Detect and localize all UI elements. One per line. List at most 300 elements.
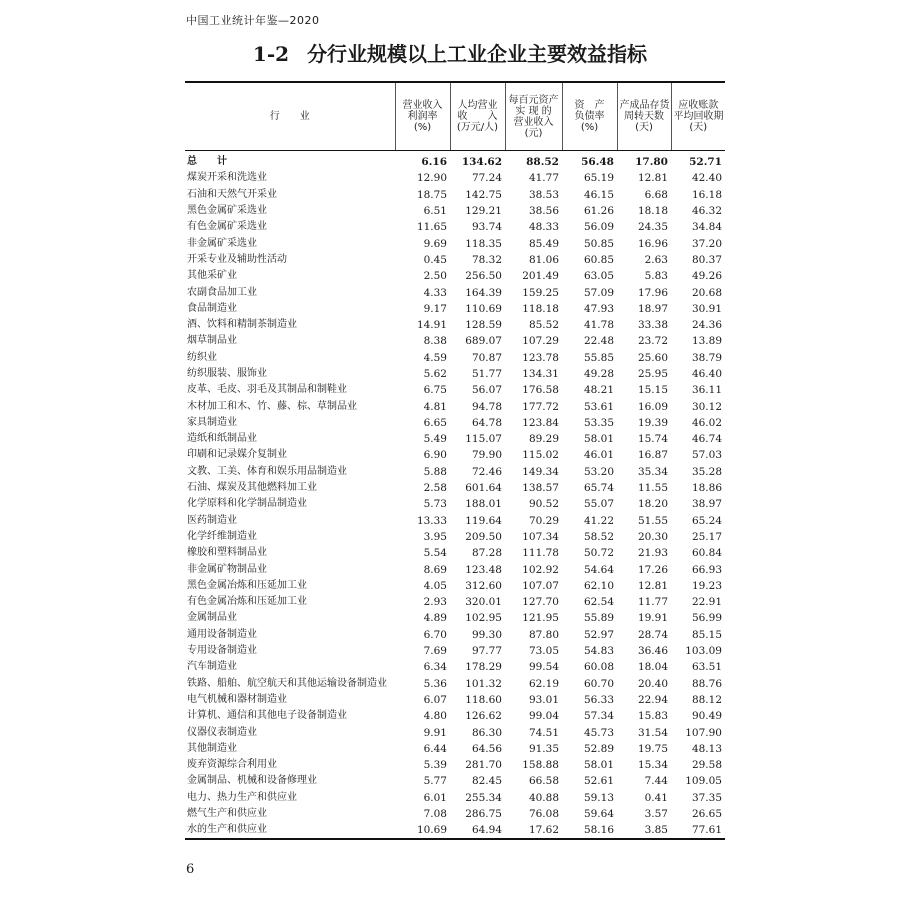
value-cell: 5.88 xyxy=(423,465,447,478)
table-row xyxy=(185,513,725,529)
value-cell: 61.26 xyxy=(583,205,614,218)
value-cell: 115.07 xyxy=(465,433,502,446)
value-cell: 2.93 xyxy=(423,596,447,609)
value-cell: 36.11 xyxy=(691,384,722,397)
value-cell: 142.75 xyxy=(465,188,502,201)
value-cell: 89.29 xyxy=(528,433,559,446)
value-cell: 129.21 xyxy=(465,205,502,218)
value-cell: 21.93 xyxy=(637,547,668,560)
header-line: (%) xyxy=(580,122,599,133)
value-cell: 178.29 xyxy=(465,661,502,674)
value-cell: 41.77 xyxy=(528,172,559,185)
value-cell: 16.96 xyxy=(637,237,668,250)
value-cell: 65.74 xyxy=(583,482,614,495)
value-cell: 6.01 xyxy=(423,791,447,804)
value-cell: 62.10 xyxy=(583,579,614,592)
value-cell: 159.25 xyxy=(522,286,559,299)
value-cell: 13.89 xyxy=(691,335,722,348)
header-revenue-per-100-assets xyxy=(505,82,562,151)
table-row xyxy=(185,627,725,643)
value-cell: 50.72 xyxy=(583,547,614,560)
value-cell: 18.18 xyxy=(637,205,668,218)
table-row xyxy=(185,708,725,724)
value-cell: 93.74 xyxy=(471,221,502,234)
value-cell: 60.08 xyxy=(583,661,614,674)
table-row xyxy=(185,659,725,675)
table-row xyxy=(185,415,725,431)
industry-name-cell: 纺织业 xyxy=(187,351,217,363)
value-cell: 4.05 xyxy=(423,579,447,592)
value-cell: 88.12 xyxy=(691,693,722,706)
value-cell: 0.41 xyxy=(644,791,668,804)
header-line: 收 入 xyxy=(457,111,498,122)
value-cell: 119.64 xyxy=(465,514,502,527)
value-cell: 55.85 xyxy=(583,351,614,364)
value-cell: 29.58 xyxy=(691,759,722,772)
value-cell: 81.06 xyxy=(528,253,559,266)
value-cell: 4.81 xyxy=(423,400,447,413)
industry-name-cell: 橡胶和塑料制品业 xyxy=(187,547,267,559)
value-cell: 5.49 xyxy=(423,433,447,446)
value-cell: 56.48 xyxy=(581,156,614,169)
table-row xyxy=(185,366,725,382)
value-cell: 16.09 xyxy=(637,400,668,413)
value-cell: 30.12 xyxy=(691,400,722,413)
page-title xyxy=(0,38,900,67)
value-cell: 45.73 xyxy=(583,726,614,739)
value-cell: 18.04 xyxy=(637,661,668,674)
value-cell: 15.34 xyxy=(637,759,668,772)
value-cell: 107.29 xyxy=(522,335,559,348)
value-cell: 41.78 xyxy=(583,319,614,332)
value-cell: 126.62 xyxy=(465,710,502,723)
table-row xyxy=(185,284,725,300)
header-line: (万元/人) xyxy=(456,122,499,133)
table-row xyxy=(185,790,725,806)
table-title-text: 分行业规模以上工业企业主要效益指标 xyxy=(307,42,648,66)
header-line: 实 现 的 xyxy=(515,105,552,117)
header-line: 周转天数 xyxy=(624,111,664,122)
header-line: 每百元资产 xyxy=(508,94,559,106)
value-cell: 70.29 xyxy=(528,514,559,527)
value-cell: 77.61 xyxy=(671,822,725,839)
value-cell: 123.78 xyxy=(522,351,559,364)
value-cell: 6.44 xyxy=(423,742,447,755)
table-row xyxy=(185,431,725,447)
value-cell: 6.75 xyxy=(423,384,447,397)
value-cell: 110.69 xyxy=(465,302,502,315)
value-cell: 12.90 xyxy=(416,172,447,185)
value-cell: 19.39 xyxy=(637,416,668,429)
value-cell: 18.75 xyxy=(416,188,447,201)
value-cell: 12.81 xyxy=(637,172,668,185)
value-cell: 35.34 xyxy=(637,465,668,478)
table-row xyxy=(185,545,725,561)
value-cell: 52.61 xyxy=(583,775,614,788)
value-cell: 55.89 xyxy=(583,612,614,625)
value-cell: 4.59 xyxy=(423,351,447,364)
industry-name-cell: 水的生产和供应业 xyxy=(185,822,395,839)
value-cell: 38.79 xyxy=(691,351,722,364)
table-row xyxy=(185,333,725,349)
value-cell: 58.16 xyxy=(562,822,617,839)
header-line: (天) xyxy=(689,122,708,133)
value-cell: 6.51 xyxy=(423,205,447,218)
value-cell: 118.18 xyxy=(522,302,559,315)
value-cell: 123.84 xyxy=(522,416,559,429)
value-cell: 138.57 xyxy=(522,482,559,495)
value-cell: 107.07 xyxy=(522,579,559,592)
industry-name-cell: 通用设备制造业 xyxy=(187,628,257,640)
value-cell: 46.74 xyxy=(691,433,722,446)
page-number: 6 xyxy=(186,862,195,877)
value-cell: 72.46 xyxy=(471,465,502,478)
value-cell: 66.93 xyxy=(691,563,722,576)
value-cell: 8.69 xyxy=(423,563,447,576)
header-line: (天) xyxy=(635,122,653,133)
value-cell: 49.26 xyxy=(691,270,722,283)
value-cell: 88.76 xyxy=(691,677,722,690)
header-revenue-per-capita xyxy=(450,82,505,151)
table-row xyxy=(185,692,725,708)
value-cell: 99.04 xyxy=(528,710,559,723)
value-cell: 118.35 xyxy=(465,237,502,250)
value-cell: 56.09 xyxy=(583,221,614,234)
value-cell: 5.39 xyxy=(423,759,447,772)
value-cell: 11.55 xyxy=(637,482,668,495)
value-cell: 123.48 xyxy=(465,563,502,576)
industry-name-cell: 金属制品、机械和设备修理业 xyxy=(187,775,317,787)
value-cell: 5.77 xyxy=(423,775,447,788)
value-cell: 9.91 xyxy=(423,726,447,739)
value-cell: 53.20 xyxy=(583,465,614,478)
value-cell: 14.91 xyxy=(416,319,447,332)
industry-name-cell: 铁路、船舶、航空航天和其他运输设备制造业 xyxy=(187,677,387,689)
value-cell: 25.95 xyxy=(637,368,668,380)
industry-name-cell: 石油和天然气开采业 xyxy=(187,188,277,200)
table-row xyxy=(185,806,725,822)
value-cell: 59.13 xyxy=(583,791,614,804)
value-cell: 99.54 xyxy=(528,661,559,674)
value-cell: 78.32 xyxy=(471,253,502,266)
value-cell: 18.20 xyxy=(637,498,668,511)
value-cell: 128.59 xyxy=(465,319,502,332)
value-cell: 5.62 xyxy=(423,368,447,380)
value-cell: 12.81 xyxy=(637,579,668,592)
value-cell: 281.70 xyxy=(465,759,502,772)
header-line: 行 业 xyxy=(269,111,310,122)
value-cell: 115.02 xyxy=(522,449,559,462)
value-cell: 64.78 xyxy=(471,416,502,429)
table-row xyxy=(185,773,725,789)
table-row xyxy=(185,219,725,235)
value-cell: 63.51 xyxy=(691,661,722,674)
value-cell: 37.35 xyxy=(691,791,722,804)
value-cell: 73.05 xyxy=(528,645,559,658)
table-row xyxy=(185,350,725,366)
header-line: (元) xyxy=(524,127,543,139)
value-cell: 18.86 xyxy=(691,482,722,495)
table-row xyxy=(185,741,725,757)
header-line: 营业收入 xyxy=(402,100,443,111)
value-cell: 60.84 xyxy=(691,547,722,560)
value-cell: 134.31 xyxy=(522,368,559,380)
table-row xyxy=(185,578,725,594)
value-cell: 7.44 xyxy=(644,775,668,788)
value-cell: 37.20 xyxy=(691,237,722,250)
value-cell: 164.39 xyxy=(465,286,502,299)
value-cell: 56.99 xyxy=(691,612,722,625)
value-cell: 64.94 xyxy=(450,822,505,839)
value-cell: 99.30 xyxy=(471,628,502,641)
value-cell: 3.95 xyxy=(423,530,447,543)
table-row xyxy=(185,301,725,317)
value-cell: 5.54 xyxy=(423,547,447,560)
value-cell: 94.78 xyxy=(471,400,502,413)
value-cell: 82.45 xyxy=(471,775,502,788)
industry-name-cell: 计算机、通信和其他电子设备制造业 xyxy=(187,710,347,722)
industry-name-cell: 专用设备制造业 xyxy=(187,645,257,657)
value-cell: 46.01 xyxy=(583,449,614,462)
table-row xyxy=(185,676,725,692)
value-cell: 62.54 xyxy=(583,596,614,609)
value-cell: 3.57 xyxy=(644,808,668,821)
value-cell: 16.87 xyxy=(637,449,668,462)
header-row xyxy=(185,82,725,151)
industry-name-cell: 化学纤维制造业 xyxy=(187,530,257,542)
value-cell: 30.91 xyxy=(691,302,722,315)
industry-name-cell: 有色金属冶炼和压延加工业 xyxy=(187,596,307,608)
value-cell: 91.35 xyxy=(528,742,559,755)
value-cell: 17.80 xyxy=(635,156,668,169)
value-cell: 65.24 xyxy=(691,514,722,527)
value-cell: 35.28 xyxy=(691,465,722,478)
value-cell: 102.92 xyxy=(522,563,559,576)
industry-name-cell: 煤炭开采和洗选业 xyxy=(187,172,267,184)
industry-name-cell: 汽车制造业 xyxy=(187,661,237,673)
value-cell: 4.89 xyxy=(423,612,447,625)
value-cell: 90.52 xyxy=(528,498,559,511)
table-row xyxy=(185,398,725,414)
value-cell: 17.62 xyxy=(505,822,562,839)
industry-name-cell: 造纸和纸制品业 xyxy=(187,433,257,445)
industry-name-cell: 黑色金属冶炼和压延加工业 xyxy=(187,579,307,591)
value-cell: 256.50 xyxy=(465,270,502,283)
value-cell: 41.22 xyxy=(583,514,614,527)
value-cell: 34.84 xyxy=(691,221,722,234)
value-cell: 48.33 xyxy=(528,221,559,234)
table-row xyxy=(185,382,725,398)
value-cell: 24.36 xyxy=(691,319,722,332)
industry-name-cell: 医药制造业 xyxy=(187,514,237,526)
value-cell: 11.77 xyxy=(637,596,668,609)
industry-name-cell: 酒、饮料和精制茶制造业 xyxy=(187,319,297,331)
value-cell: 53.35 xyxy=(583,416,614,429)
value-cell: 8.38 xyxy=(423,335,447,348)
header-profit-margin xyxy=(395,82,450,151)
statistics-table-container xyxy=(185,81,725,840)
value-cell: 42.40 xyxy=(691,172,722,185)
header-industry xyxy=(185,82,395,151)
value-cell: 689.07 xyxy=(465,335,502,348)
value-cell: 38.53 xyxy=(528,188,559,201)
value-cell: 85.52 xyxy=(528,319,559,332)
value-cell: 85.15 xyxy=(691,628,722,641)
industry-name-cell: 非金属矿采选业 xyxy=(187,237,257,249)
industry-name-cell: 总 计 xyxy=(187,156,227,168)
value-cell: 60.70 xyxy=(583,677,614,690)
value-cell: 7.08 xyxy=(423,808,447,821)
value-cell: 2.63 xyxy=(644,253,668,266)
table-row xyxy=(185,447,725,463)
value-cell: 52.71 xyxy=(689,156,722,169)
value-cell: 10.69 xyxy=(395,822,450,839)
table-row xyxy=(185,496,725,512)
total-row xyxy=(185,151,725,171)
value-cell: 60.85 xyxy=(583,253,614,266)
industry-name-cell: 仪器仪表制造业 xyxy=(187,726,257,738)
table-row xyxy=(185,822,725,839)
value-cell: 2.50 xyxy=(423,270,447,283)
value-cell: 47.93 xyxy=(583,302,614,315)
industry-name-cell: 烟草制品业 xyxy=(187,335,237,347)
industry-name-cell: 木材加工和木、竹、藤、棕、草制品业 xyxy=(187,400,357,412)
value-cell: 19.91 xyxy=(637,612,668,625)
value-cell: 6.90 xyxy=(423,449,447,462)
value-cell: 48.21 xyxy=(583,384,614,397)
value-cell: 97.77 xyxy=(471,645,502,658)
value-cell: 76.08 xyxy=(528,808,559,821)
table-row xyxy=(185,610,725,626)
value-cell: 54.83 xyxy=(583,645,614,658)
industry-name-cell: 皮革、毛皮、羽毛及其制品和制鞋业 xyxy=(187,384,347,396)
value-cell: 15.83 xyxy=(637,710,668,723)
value-cell: 158.88 xyxy=(522,759,559,772)
industry-name-cell: 石油、煤炭及其他燃料加工业 xyxy=(187,482,317,494)
header-line: 利润率 xyxy=(407,111,438,122)
value-cell: 26.65 xyxy=(691,808,722,821)
value-cell: 56.07 xyxy=(471,384,502,397)
value-cell: 9.17 xyxy=(423,302,447,315)
table-row xyxy=(185,529,725,545)
value-cell: 87.80 xyxy=(528,628,559,641)
value-cell: 109.05 xyxy=(685,775,722,788)
value-cell: 209.50 xyxy=(465,530,502,543)
industry-name-cell: 化学原料和化学制品制造业 xyxy=(187,498,307,510)
value-cell: 19.23 xyxy=(691,579,722,592)
value-cell: 58.01 xyxy=(583,759,614,772)
value-cell: 57.34 xyxy=(583,710,614,723)
value-cell: 20.40 xyxy=(637,677,668,690)
table-row xyxy=(185,252,725,268)
value-cell: 177.72 xyxy=(522,400,559,413)
industry-name-cell: 燃气生产和供应业 xyxy=(187,808,267,820)
industry-name-cell: 印刷和记录媒介复制业 xyxy=(187,449,287,461)
header-line: 应收账款 xyxy=(678,100,719,111)
value-cell: 4.33 xyxy=(423,286,447,299)
value-cell: 66.58 xyxy=(528,775,559,788)
value-cell: 55.07 xyxy=(583,498,614,511)
header-line: 人均营业 xyxy=(457,100,498,111)
value-cell: 38.97 xyxy=(691,498,722,511)
industry-name-cell: 食品制造业 xyxy=(187,302,237,314)
value-cell: 18.97 xyxy=(637,302,668,315)
table-row xyxy=(185,480,725,496)
table-row xyxy=(185,757,725,773)
value-cell: 50.85 xyxy=(583,237,614,250)
table-row xyxy=(185,464,725,480)
industry-name-cell: 纺织服装、服饰业 xyxy=(187,368,267,379)
value-cell: 107.34 xyxy=(522,530,559,543)
table-row xyxy=(185,268,725,284)
industry-name-cell: 其他制造业 xyxy=(187,742,237,754)
value-cell: 320.01 xyxy=(465,596,502,609)
table-row xyxy=(185,235,725,251)
header-line: 产成品存货 xyxy=(619,100,670,111)
industry-name-cell: 家具制造业 xyxy=(187,416,237,428)
value-cell: 38.56 xyxy=(528,205,559,218)
value-cell: 64.56 xyxy=(471,742,502,755)
table-row xyxy=(185,187,725,203)
value-cell: 118.60 xyxy=(465,693,502,706)
industry-name-cell: 黑色金属矿采选业 xyxy=(187,205,267,217)
value-cell: 51.77 xyxy=(471,368,502,380)
value-cell: 601.64 xyxy=(465,482,502,495)
value-cell: 9.69 xyxy=(423,237,447,250)
industry-name-cell: 文教、工美、体育和娱乐用品制造业 xyxy=(187,465,347,477)
value-cell: 46.32 xyxy=(691,205,722,218)
value-cell: 6.07 xyxy=(423,693,447,706)
value-cell: 33.38 xyxy=(637,319,668,332)
value-cell: 86.30 xyxy=(471,726,502,739)
value-cell: 6.16 xyxy=(421,156,447,169)
value-cell: 90.49 xyxy=(691,710,722,723)
value-cell: 0.45 xyxy=(423,253,447,266)
value-cell: 52.89 xyxy=(583,742,614,755)
table-row xyxy=(185,317,725,333)
value-cell: 77.24 xyxy=(471,172,502,185)
value-cell: 17.26 xyxy=(637,563,668,576)
industry-name-cell: 非金属矿物制品业 xyxy=(187,563,267,575)
value-cell: 93.01 xyxy=(528,693,559,706)
value-cell: 46.02 xyxy=(691,416,722,429)
industry-name-cell: 有色金属矿采选业 xyxy=(187,221,267,233)
value-cell: 6.70 xyxy=(423,628,447,641)
value-cell: 63.05 xyxy=(583,270,614,283)
value-cell: 58.01 xyxy=(583,433,614,446)
value-cell: 5.73 xyxy=(423,498,447,511)
header-debt-ratio xyxy=(562,82,617,151)
value-cell: 17.96 xyxy=(637,286,668,299)
value-cell: 62.19 xyxy=(528,677,559,690)
value-cell: 4.80 xyxy=(423,710,447,723)
value-cell: 107.90 xyxy=(685,726,722,739)
value-cell: 188.01 xyxy=(465,498,502,511)
value-cell: 102.95 xyxy=(465,612,502,625)
value-cell: 24.35 xyxy=(637,221,668,234)
industry-name-cell: 废弃资源综合利用业 xyxy=(187,759,277,771)
value-cell: 6.65 xyxy=(423,416,447,429)
value-cell: 59.64 xyxy=(583,808,614,821)
value-cell: 176.58 xyxy=(522,384,559,397)
header-line: 平均回收期 xyxy=(673,111,724,122)
value-cell: 40.88 xyxy=(528,791,559,804)
value-cell: 22.94 xyxy=(637,693,668,706)
value-cell: 65.19 xyxy=(583,172,614,185)
table-row xyxy=(185,724,725,740)
value-cell: 15.74 xyxy=(637,433,668,446)
value-cell: 3.85 xyxy=(617,822,671,839)
